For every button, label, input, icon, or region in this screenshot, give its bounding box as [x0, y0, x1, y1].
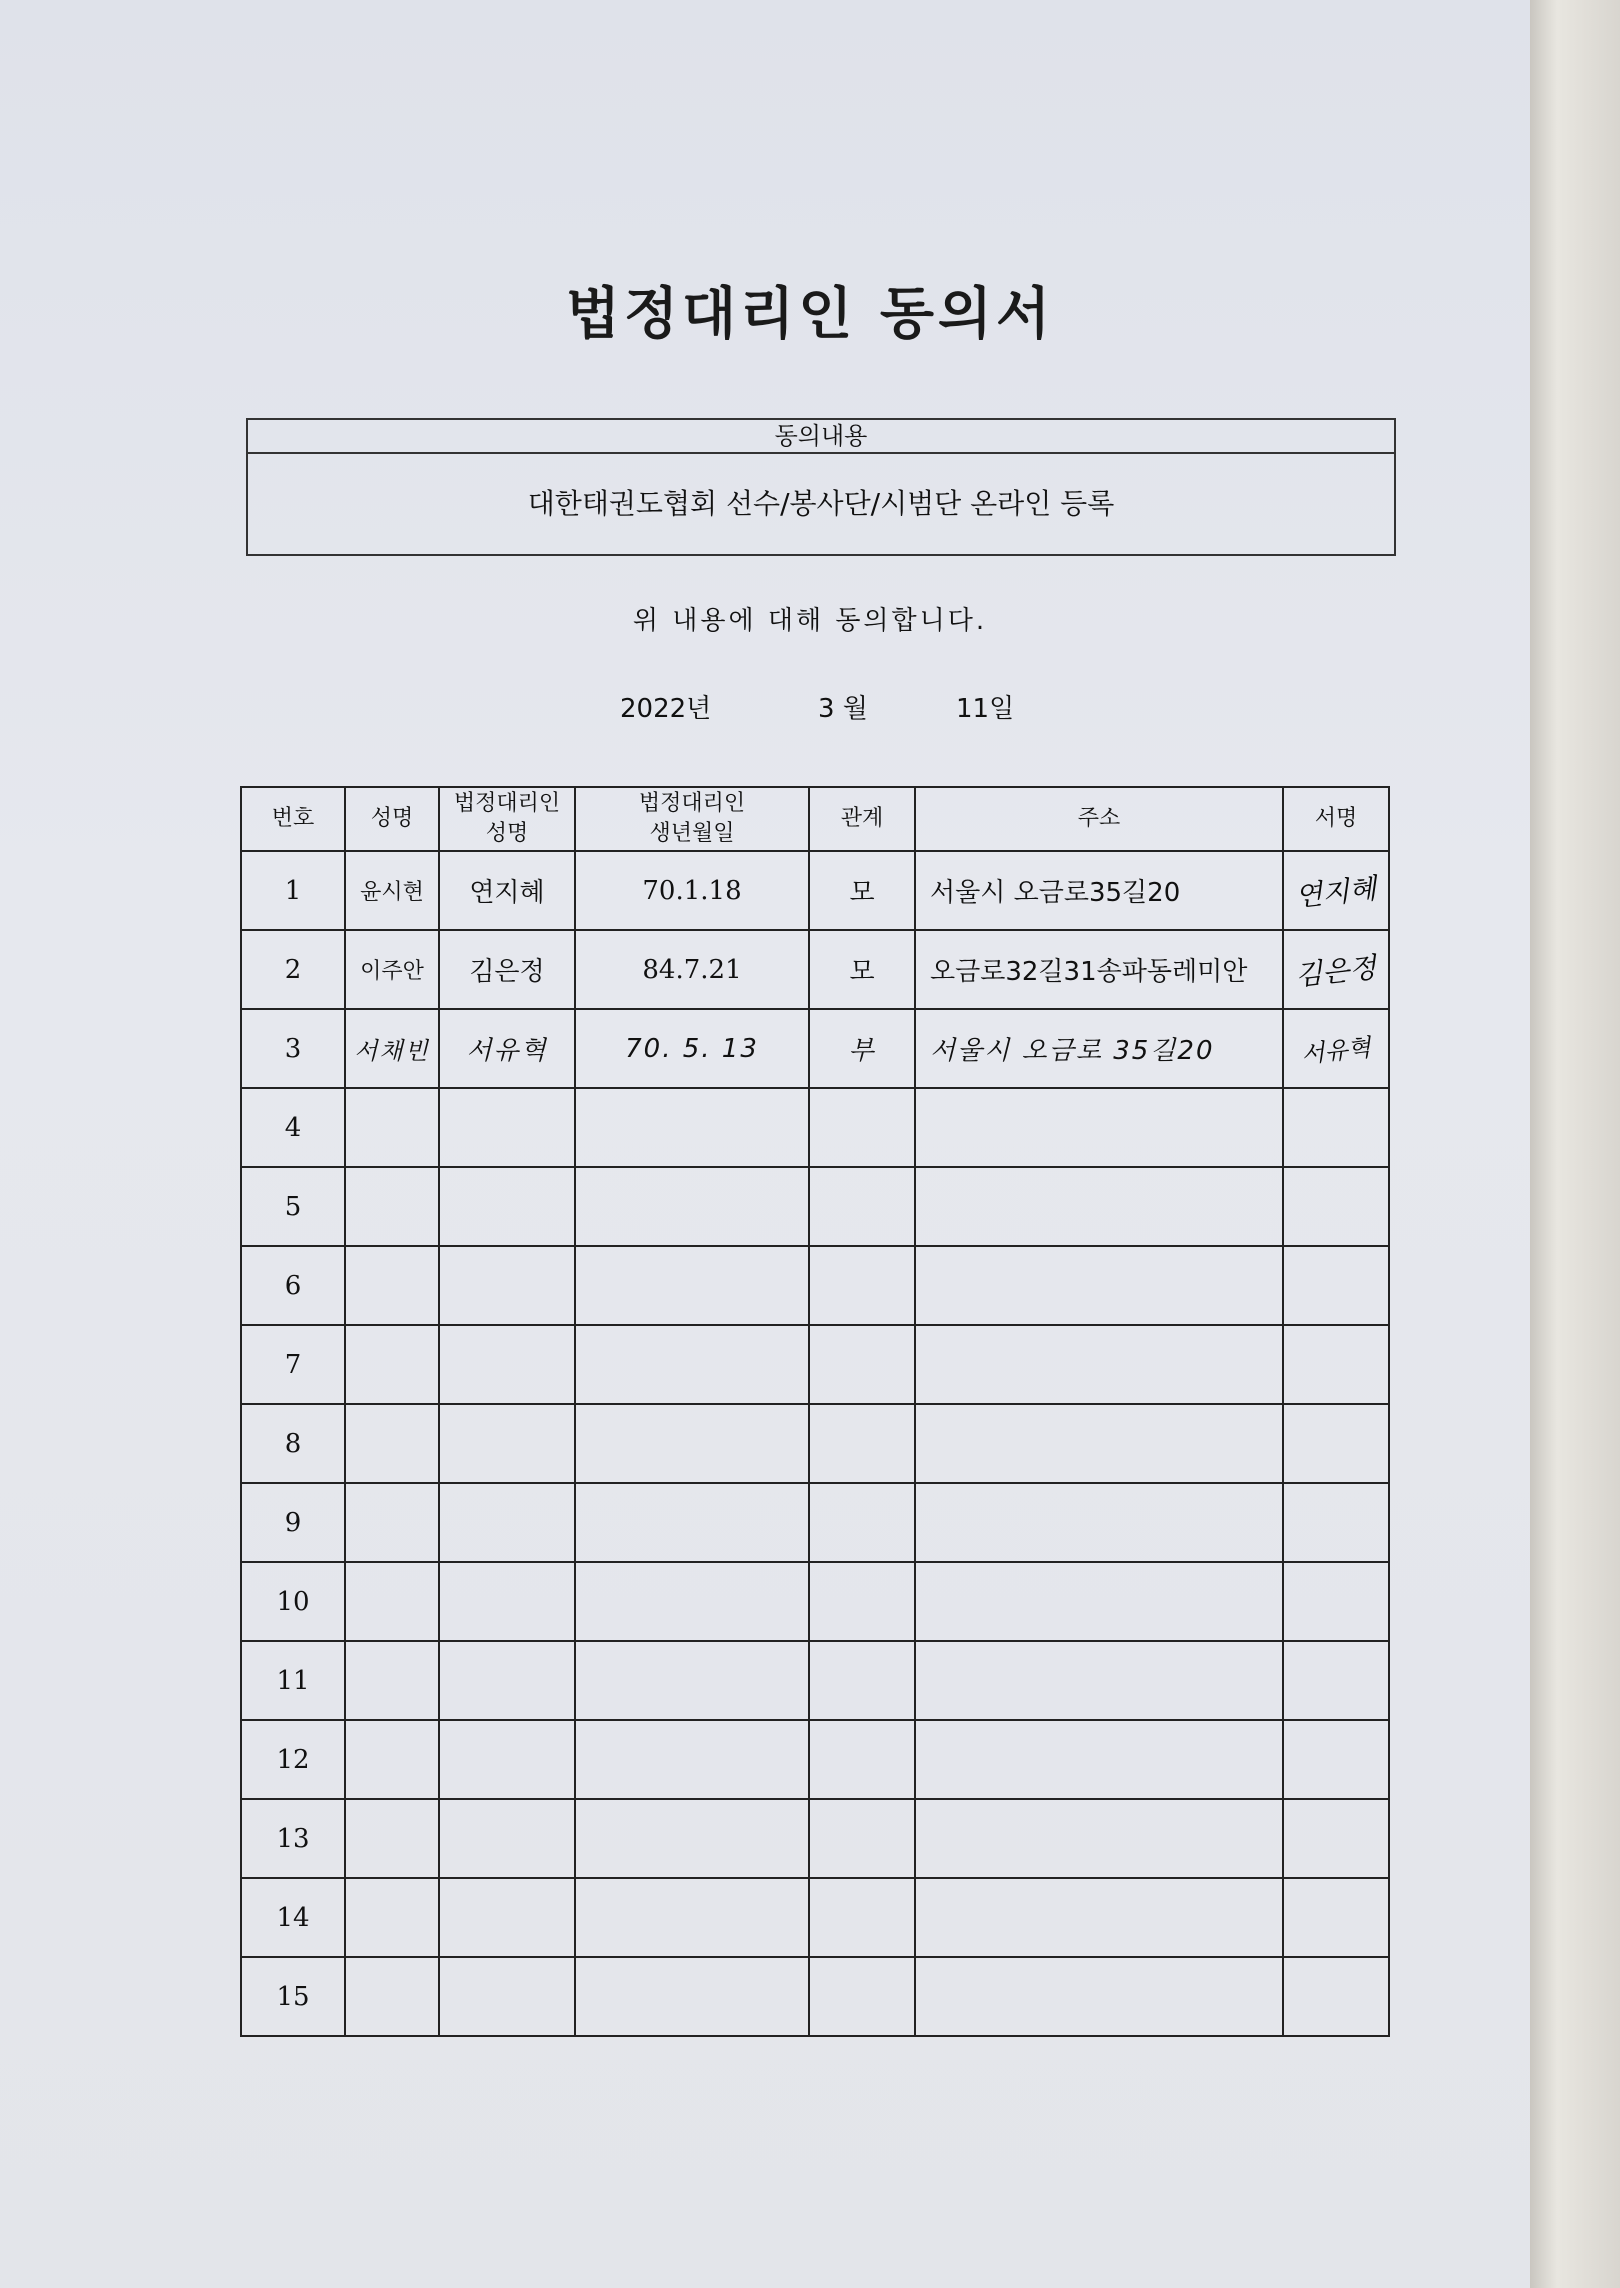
cell-empty [575, 1720, 809, 1799]
cell-empty [345, 1325, 439, 1404]
document-title: 법정대리인 동의서 [565, 282, 1055, 347]
cell-empty [439, 1641, 575, 1720]
cell-empty [1283, 1562, 1389, 1641]
cell-empty [915, 1957, 1283, 2036]
table-row [241, 1957, 1389, 2036]
cell-no: 2 [241, 930, 345, 1009]
cell-empty [915, 1799, 1283, 1878]
date-year: 2022년 [620, 694, 712, 724]
cell-empty [809, 1088, 915, 1167]
cell-relation: 모 [809, 930, 915, 1009]
cell-empty [345, 1641, 439, 1720]
cell-signature [1283, 930, 1389, 1009]
cell-empty [1283, 1641, 1389, 1720]
cell-empty [575, 1088, 809, 1167]
cell-no: 12 [241, 1720, 345, 1799]
cell-empty [1283, 1167, 1389, 1246]
header-no: 번호 [241, 787, 345, 851]
cell-empty [575, 1167, 809, 1246]
cell-empty [809, 1957, 915, 2036]
cell-empty [1283, 1088, 1389, 1167]
cell-relation-handwritten: 부 [809, 1009, 915, 1088]
cell-relation: 모 [809, 851, 915, 930]
table-row [241, 1404, 1389, 1483]
cell-empty [915, 1325, 1283, 1404]
cell-empty [915, 1878, 1283, 1957]
cell-empty [915, 1483, 1283, 1562]
cell-empty [575, 1799, 809, 1878]
cell-empty [345, 1246, 439, 1325]
header-guardian-birth: 법정대리인 생년월일 [575, 787, 809, 851]
cell-no: 3 [241, 1009, 345, 1088]
cell-empty [575, 1878, 809, 1957]
table-row [241, 1088, 1389, 1167]
cell-empty [439, 1167, 575, 1246]
cell-no: 10 [241, 1562, 345, 1641]
table-row [241, 851, 1389, 930]
table-header-row [241, 787, 1389, 851]
cell-empty [575, 1404, 809, 1483]
cell-empty [809, 1246, 915, 1325]
table-row [241, 1641, 1389, 1720]
cell-empty [575, 1957, 809, 2036]
table-row [241, 1246, 1389, 1325]
table-row [241, 1009, 1389, 1088]
consent-box [246, 418, 1396, 556]
cell-empty [575, 1562, 809, 1641]
cell-empty [439, 1325, 575, 1404]
cell-no: 1 [241, 851, 345, 930]
cell-empty [915, 1246, 1283, 1325]
cell-name: 이주안 [345, 930, 439, 1009]
header-relation: 관계 [809, 787, 915, 851]
cell-empty [345, 1088, 439, 1167]
cell-empty [1283, 1878, 1389, 1957]
cell-empty [915, 1641, 1283, 1720]
cell-empty [439, 1720, 575, 1799]
cell-empty [439, 1246, 575, 1325]
agree-text: 위 내용에 대해 동의합니다. [632, 606, 988, 636]
table-row [241, 1878, 1389, 1957]
cell-empty [575, 1483, 809, 1562]
cell-empty [809, 1167, 915, 1246]
handwritten-signature: 서유혁 [1300, 1033, 1373, 1069]
cell-no: 7 [241, 1325, 345, 1404]
cell-empty [1283, 1246, 1389, 1325]
consent-body: 대한태권도협회 선수/봉사단/시범단 온라인 등록 [527, 487, 1115, 520]
cell-empty [1283, 1957, 1389, 2036]
cell-signature [1283, 851, 1389, 930]
cell-no: 14 [241, 1878, 345, 1957]
handwritten-signature: 연지혜 [1294, 871, 1379, 913]
cell-no: 5 [241, 1167, 345, 1246]
cell-empty [345, 1720, 439, 1799]
handwritten-signature: 김은정 [1294, 950, 1379, 992]
cell-empty [439, 1483, 575, 1562]
cell-signature [1283, 1009, 1389, 1088]
cell-empty [575, 1641, 809, 1720]
cell-no: 13 [241, 1799, 345, 1878]
header-guardian-name: 법정대리인 성명 [439, 787, 575, 851]
cell-empty [439, 1878, 575, 1957]
table-row [241, 1483, 1389, 1562]
cell-empty [1283, 1325, 1389, 1404]
table-row [241, 930, 1389, 1009]
cell-empty [915, 1088, 1283, 1167]
cell-empty [345, 1404, 439, 1483]
cell-no: 11 [241, 1641, 345, 1720]
cell-empty [809, 1641, 915, 1720]
cell-empty [345, 1799, 439, 1878]
cell-empty [345, 1562, 439, 1641]
consent-header: 동의내용 [248, 420, 1394, 454]
cell-empty [439, 1404, 575, 1483]
cell-empty [345, 1167, 439, 1246]
cell-birth-handwritten: 70. 5. 13 [575, 1009, 809, 1088]
cell-empty [345, 1878, 439, 1957]
cell-empty [915, 1562, 1283, 1641]
header-address: 주소 [915, 787, 1283, 851]
cell-empty [809, 1325, 915, 1404]
table-row [241, 1720, 1389, 1799]
cell-birth: 84.7.21 [575, 930, 809, 1009]
cell-empty [439, 1562, 575, 1641]
cell-guardian-handwritten: 서유혁 [439, 1009, 575, 1088]
cell-empty [575, 1325, 809, 1404]
cell-address: 서울시 오금로35길20 [915, 851, 1283, 930]
cell-empty [439, 1088, 575, 1167]
cell-address: 오금로32길31송파동레미안 [915, 930, 1283, 1009]
table-row [241, 1562, 1389, 1641]
guardian-table [240, 786, 1390, 2037]
cell-empty [809, 1562, 915, 1641]
cell-empty [809, 1720, 915, 1799]
cell-name-handwritten: 서채빈 [345, 1009, 439, 1088]
cell-empty [809, 1404, 915, 1483]
cell-birth: 70.1.18 [575, 851, 809, 930]
cell-address-handwritten: 서울시 오금로 35길20 [915, 1009, 1283, 1088]
cell-empty [809, 1799, 915, 1878]
header-signature: 서명 [1283, 787, 1389, 851]
cell-name: 윤시현 [345, 851, 439, 930]
table-row [241, 1325, 1389, 1404]
cell-empty [1283, 1720, 1389, 1799]
cell-empty [915, 1720, 1283, 1799]
cell-empty [1283, 1799, 1389, 1878]
cell-empty [915, 1404, 1283, 1483]
date-month: 3 월 [818, 694, 868, 724]
cell-empty [809, 1878, 915, 1957]
cell-no: 6 [241, 1246, 345, 1325]
cell-empty [439, 1799, 575, 1878]
table-row [241, 1799, 1389, 1878]
cell-no: 15 [241, 1957, 345, 2036]
cell-empty [345, 1483, 439, 1562]
cell-empty [1283, 1404, 1389, 1483]
cell-no: 4 [241, 1088, 345, 1167]
table-row [241, 1167, 1389, 1246]
cell-empty [809, 1483, 915, 1562]
cell-empty [1283, 1483, 1389, 1562]
cell-guardian: 김은정 [439, 930, 575, 1009]
cell-empty [915, 1167, 1283, 1246]
date-day: 11일 [956, 694, 1015, 724]
cell-no: 8 [241, 1404, 345, 1483]
cell-guardian: 연지혜 [439, 851, 575, 930]
cell-empty [439, 1957, 575, 2036]
cell-empty [345, 1957, 439, 2036]
header-name: 성명 [345, 787, 439, 851]
cell-no: 9 [241, 1483, 345, 1562]
cell-empty [575, 1246, 809, 1325]
